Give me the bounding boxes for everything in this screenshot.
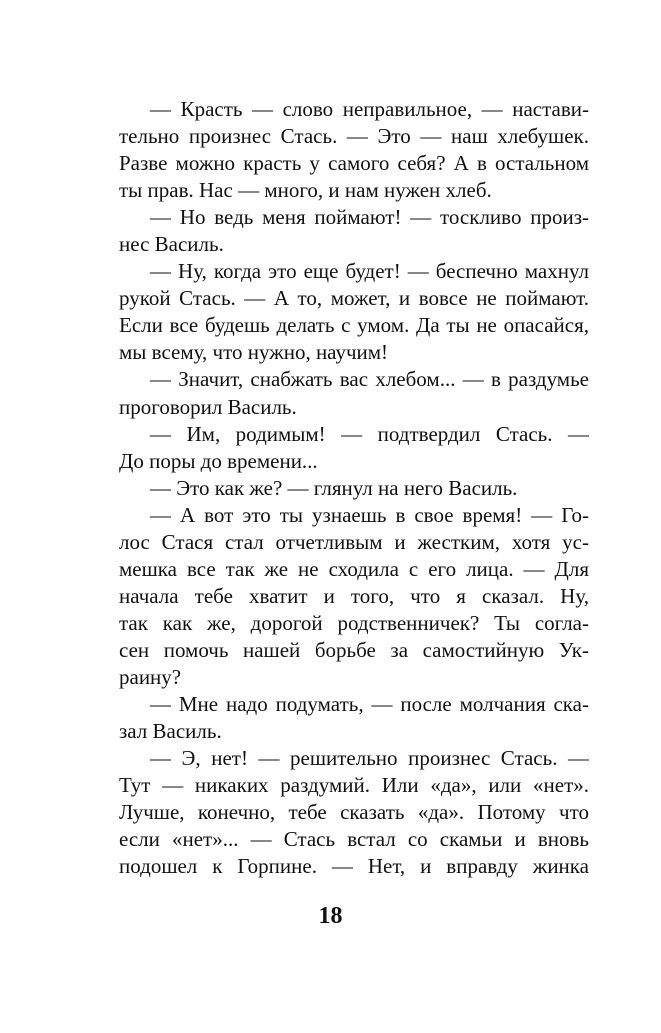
text-line: Если все будешь делать с умом. Да ты не опасайся, — [119, 313, 589, 338]
text-line: лос Стася стал отчетливым и жестким, хотя ус- — [119, 529, 589, 554]
text-line: тельно произнес Стась. — Это — наш хлебушек. — [119, 124, 589, 149]
text-line: рукой Стась. — А то, может, и вовсе не поймают. — [119, 286, 589, 311]
text-line: Разве можно красть у самого себя? А в остальном — [119, 151, 589, 176]
text-line: Лучше, конечно, тебе сказать «да». Потому что — [119, 800, 589, 825]
text-line: мешка все так же не сходила с его лица. — Для — [119, 556, 589, 581]
text-line: — А вот это ты узнаешь в свое время! — Го- — [150, 502, 589, 527]
text-line: — Им, родимым! — подтвердил Стась. — — [150, 421, 589, 446]
text-line: Тут — никаких раздумий. Или «да», или «нет». — [119, 773, 589, 798]
text-line: — Это как же? — глянул на него Василь. — [150, 475, 518, 500]
text-line: — Значит, снабжать вас хлебом... — в раздумье — [150, 367, 589, 392]
page-number: 18 — [318, 903, 343, 929]
text-line: раину? — [119, 664, 182, 689]
text-line: — Э, нет! — решительно произнес Стась. — — [150, 746, 589, 771]
body-text — [119, 96, 589, 880]
text-line: — Ну, когда это еще будет! — беспечно махнул — [150, 259, 589, 284]
text-line: нес Василь. — [119, 232, 224, 257]
text-line: сен помочь нашей борьбе за самостийную Ук- — [119, 637, 589, 662]
text-line: — Но ведь меня поймают! — тоскливо произ- — [150, 205, 589, 230]
text-line: зал Василь. — [119, 719, 222, 744]
text-line: подошел к Горпине. — Нет, и вправду жинка — [119, 854, 589, 879]
text-line: проговорил Василь. — [119, 394, 297, 419]
text-line: ты прав. Нас — много, и нам нужен хлеб. — [119, 178, 492, 203]
text-line: так как же, дорогой родственничек? Ты согла- — [119, 610, 589, 635]
text-line: — Мне надо подумать, — после молчания ска- — [150, 692, 589, 717]
text-line: — Красть — слово неправильное, — настави- — [150, 97, 589, 121]
text-line: мы всему, что нужно, научим! — [119, 340, 389, 365]
text-line: если «нет»... — Стась встал со скамьи и вновь — [119, 827, 589, 852]
text-line: До поры до времени... — [119, 448, 318, 473]
text-line: начала тебе хватит и того, что я сказал. Ну, — [119, 583, 589, 608]
